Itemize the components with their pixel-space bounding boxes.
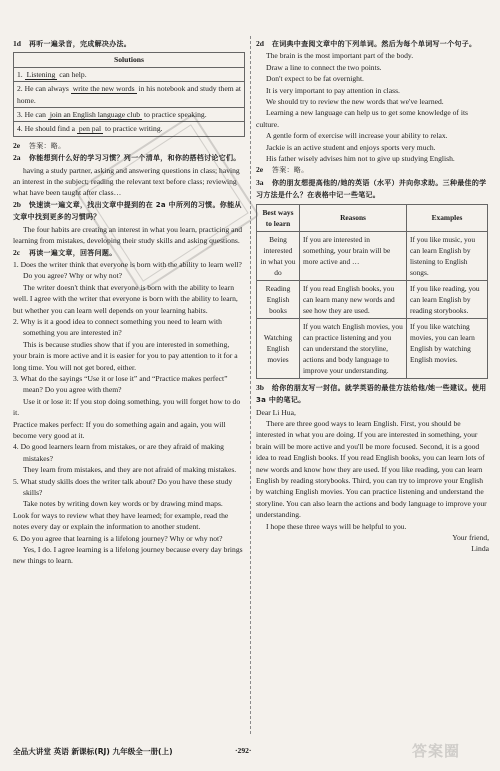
left-column (13, 38, 245, 567)
section-title: 快速读一遍文章，找出文章中提到的在 2a 中所列的习惯。你能从文章中找到更多的习惯吗？ (13, 200, 242, 222)
table-cell: If you watch English movies, you can practice listening and you can understand the storyline, actions and body language to improve your understanding. (300, 318, 407, 378)
letter-greeting: Dear Li Hua, (256, 407, 296, 417)
section-2d-heading: 2d 在词典中查阅文章中的下列单词。然后为每个单词写一个句子。 (256, 39, 477, 48)
sentence-list (256, 50, 489, 164)
answer-blank: Listening (26, 69, 56, 79)
section-2a-answer: having a study partner, asking and answering questions in class; having an interest in the subject; reading the relevant text before class; reviewing what have been taught after class… (13, 165, 240, 198)
answer: They learn from mistakes, and they are not afraid of making mistakes. (23, 465, 237, 475)
solutions-table (13, 52, 245, 136)
section-2a-heading: 2a 你能想到什么好的学习习惯？列一个清单，和你的搭档讨论它们。 (13, 153, 241, 163)
answer: Yes, I do. I agree learning is a lifelong journey because every day brings new things to learn. (13, 545, 243, 566)
table-cell: If you like watching movies, you can learn English by watching English movies. (407, 318, 488, 378)
section-title: 你的朋友想提高他的/她的英语（水平）并向你求助。三种最佳的学习方法是什么？在表格中记一些笔记。 (256, 178, 487, 200)
section-2e-heading: 2e 答案：略。 (13, 140, 66, 150)
table-cell: If you are interested in something, your brain will be more active and … (300, 231, 407, 280)
section-title: 再听一遍录音，完成解决办法。 (28, 40, 132, 48)
section-title: 在词典中查阅文章中的下列单词。然后为每个单词写一个句子。 (271, 40, 477, 48)
notes-table (256, 204, 488, 379)
solution-row: 1. Listening can help. (14, 67, 245, 81)
table-cell: If you read English books, you can learn many new words and see how they are used. (300, 280, 407, 318)
table-cell: Being interested in what you do (257, 231, 300, 280)
answer-text: 答案：略。 (28, 141, 66, 150)
sentence: Draw a line to connect the two points. (266, 62, 382, 72)
question: 3. What do the sayings “Use it or lose it” and “Practice makes perfect” mean? Do you agree with them? (13, 373, 228, 395)
column-header: Reasons (300, 204, 407, 231)
question: 2. Why is it a good idea to connect something you need to learn with something you are interested in? (13, 316, 222, 338)
solutions-header: Solutions (14, 53, 245, 67)
qa-list (13, 259, 245, 567)
section-3b-heading: 3b 给你的朋友写一封信。就学英语的最佳方法给他/她一些建议。使用 3a 中的笔记。 (256, 382, 487, 405)
letter-signoff: Your friend, (452, 532, 489, 542)
table-row (257, 231, 488, 280)
answer: Take notes by writing down key words or by drawing mind maps. Look for ways to review what they have learned; for example, read the notes every day or explain the information to another student. (13, 499, 229, 532)
table-cell: If you like music, you can learn English by listening to English songs. (407, 231, 488, 280)
answer: This is because studies show that if you are interested in something, your brain is more active and it is easier for you to pay attention to it for a long time. You will not get bored, either. (13, 339, 238, 372)
section-title: 你能想到什么好的学习习惯？列一个清单，和你的搭档讨论它们。 (28, 154, 241, 163)
answer-text: 答案：略。 (271, 166, 309, 175)
series-label: 全品大讲堂 英语 新课标(RJ) 九年级全一册(上) (13, 747, 173, 756)
table-cell: Watching English movies (257, 318, 300, 378)
sentence: Jackie is an active student and enjoys sports very much. (266, 142, 436, 152)
question: 5. What study skills does the writer talk about? Do you have these study skills? (13, 476, 233, 498)
sentence: Don't expect to be fat overnight. (266, 74, 364, 84)
table-cell: Reading English books (257, 280, 300, 318)
answer-blank: join an English language club (49, 110, 141, 120)
answer-blank: write the new words (72, 84, 135, 94)
page-number: ·292· (235, 746, 252, 755)
answer: Use it or lose it: If you stop doing something, you will forget how to do it. Practice makes perfect: If you do something again and again, you will become very good at it. (13, 396, 241, 440)
table-row (257, 318, 488, 378)
column-header: Best ways to learn (257, 204, 300, 231)
column-header: Examples (407, 204, 488, 231)
sentence: A gentle form of exercise will increase your ability to relax. (266, 131, 448, 141)
solution-row: 3. He can join an English language club to practice speaking. (14, 108, 245, 122)
table-cell: If you like reading, you can learn English by reading storybooks. (407, 280, 488, 318)
section-title: 再读一遍文章，回答问题。 (28, 248, 117, 257)
sentence: His father wisely advises him not to give up studying English. (266, 154, 455, 164)
section-2b-heading: 2b 快速读一遍文章，找出文章中提到的在 2a 中所列的习惯。你能从文章中找到更多的习惯吗？ (13, 199, 242, 222)
table-header-row (257, 204, 488, 231)
watermark-logo: 答案圈 (412, 742, 461, 760)
answer-blank: pen pal (78, 124, 102, 134)
solution-row: 2. He can always write the new words in his notebook and study them at home. (14, 82, 245, 108)
question: 1. Does the writer think that everyone is born with the ability to learn well? Do you agree? Why or why not? (13, 259, 242, 281)
sentence: Learning a new language can help us to get some knowledge of its culture. (256, 108, 469, 129)
letter-body: There are three good ways to learn English. First, you should be interested in what you are doing. If you are interested in something, your brain will be more active and you'll be more focused. Second, it is a good idea to read English books. If you read English books, you can learn lots of new words and know how they are used. If you like reading, you can learn English by reading storybooks. Third, you can try to improve your English by watching English movies. You can practice listening and understand the storyline. You can also learn the actions and body language to improve your understanding. (256, 418, 487, 520)
sentence: The brain is the most important part of the body. (266, 51, 414, 61)
sentence: It is very important to pay attention in class. (266, 85, 400, 95)
column-divider (250, 36, 251, 734)
section-1d-heading (13, 38, 245, 50)
letter-closing: I hope these three ways will be helpful to you. (266, 521, 407, 531)
letter-signature: Linda (471, 544, 489, 554)
answer: The writer doesn't think that everyone is born with the ability to learn well. I agree with the writer that everyone is born with the ability to learn, but whether you can learn well depends on your learning habits. (13, 282, 238, 315)
sentence: We should try to review the new words that we've learned. (266, 97, 444, 107)
section-title: 给你的朋友写一封信。就学英语的最佳方法给他/她一些建议。使用 3a 中的笔记。 (256, 383, 487, 405)
question: 6. Do you agree that learning is a lifelong journey? Why or why not? (13, 533, 223, 543)
section-tag: 1d (13, 39, 22, 48)
solution-row: 4. He should find a pen pal to practice writing. (14, 122, 245, 136)
section-2b-answer: The four habits are creating an interest in what you learn, practicing and learning from mistakes, developing their study skills and asking questions. (13, 224, 243, 246)
question: 4. Do good learners learn from mistakes, or are they afraid of making mistakes? (13, 442, 224, 463)
table-row (257, 280, 488, 318)
section-2c-heading: 2c 再读一遍文章，回答问题。 (13, 247, 117, 257)
right-column (256, 38, 489, 555)
section-2e-heading: 2e 答案：略。 (256, 165, 309, 175)
section-3a-heading: 3a 你的朋友想提高他的/她的英语（水平）并向你求助。三种最佳的学习方法是什么？在表格中记一些笔记。 (256, 177, 487, 200)
